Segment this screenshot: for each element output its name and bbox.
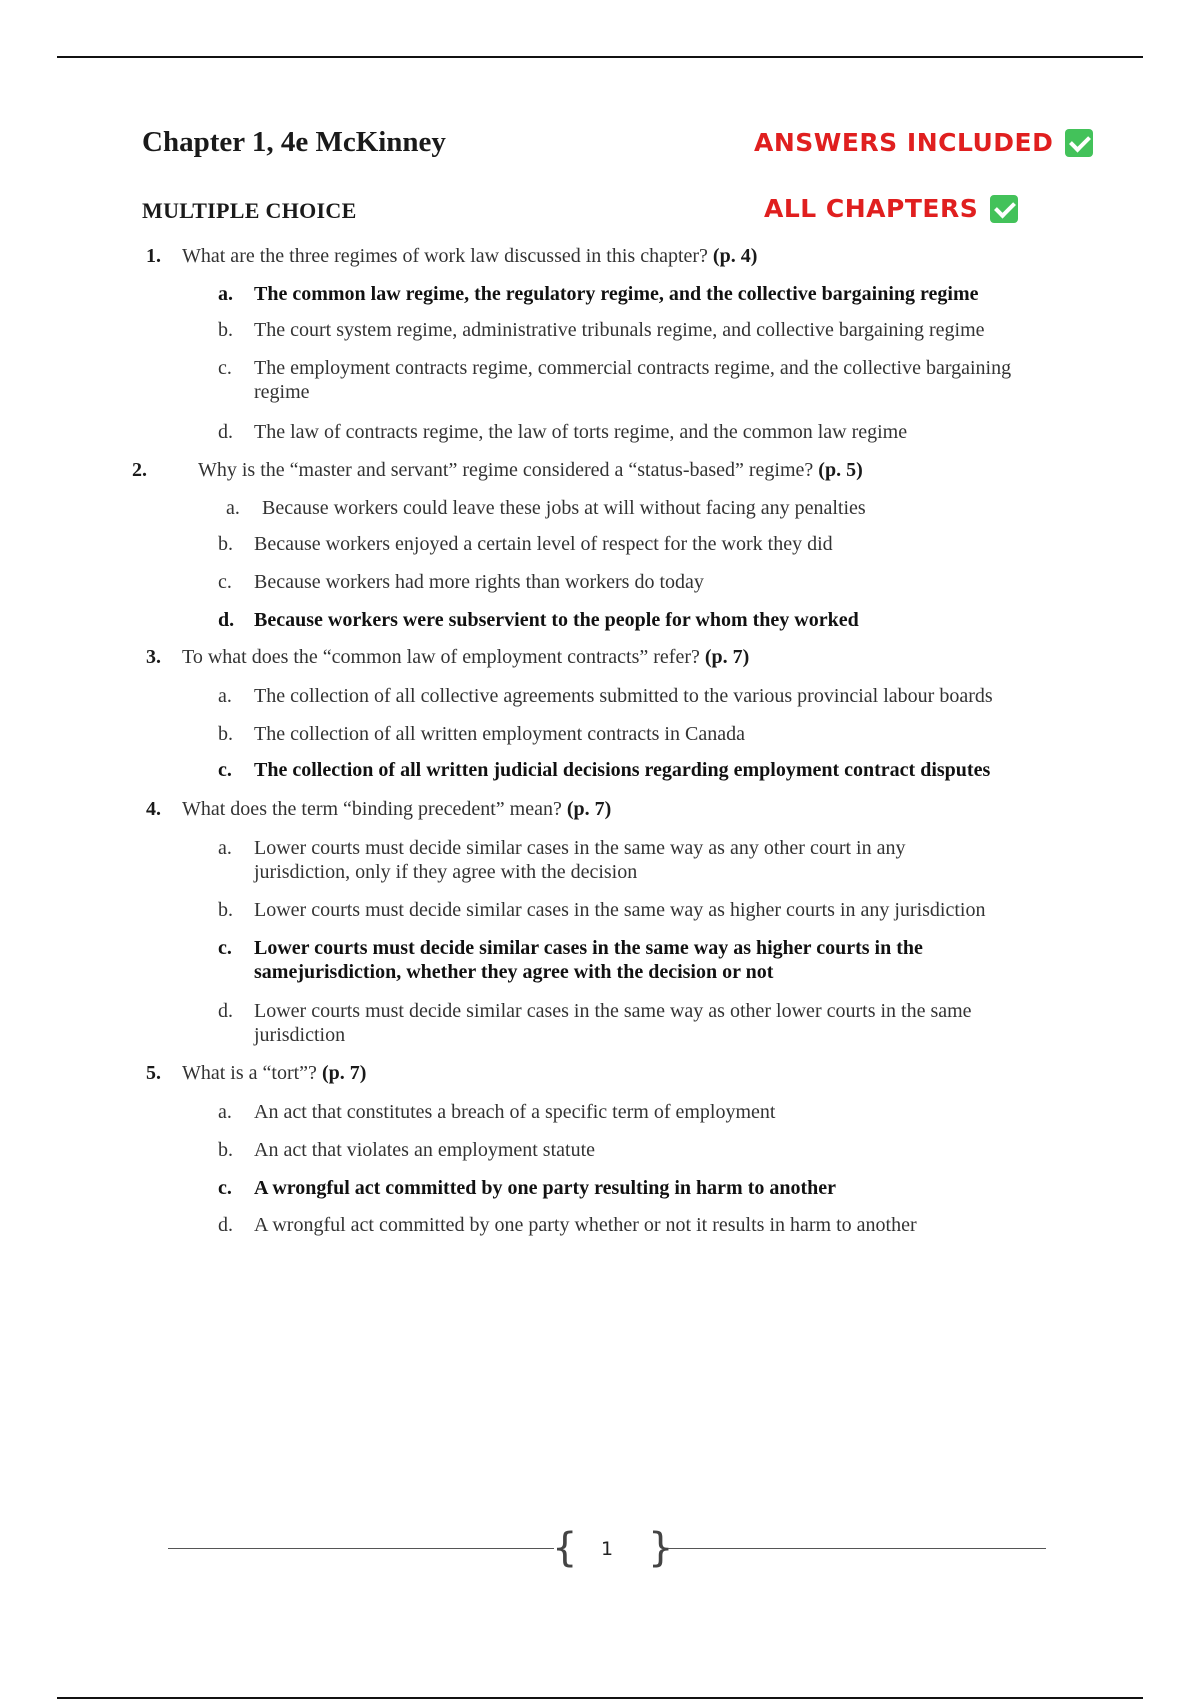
- top-rule: [57, 56, 1143, 58]
- option-letter: c.: [218, 937, 232, 959]
- option-letter: a.: [218, 837, 232, 859]
- option-text: Because workers were subservient to the people for whom they worked: [254, 609, 859, 631]
- footer-bracket-left: {: [552, 1525, 578, 1571]
- option-letter: b.: [218, 533, 233, 555]
- page-ref: (p. 4): [712, 245, 758, 267]
- question-number: 3.: [146, 646, 161, 668]
- option-letter: b.: [218, 899, 233, 921]
- page-number: 1: [600, 1538, 614, 1560]
- footer-rule-right: [668, 1548, 1046, 1549]
- option-letter: a.: [218, 1101, 232, 1123]
- answers-included-badge: [754, 128, 1093, 157]
- option-text: The common law regime, the regulatory regime, and the collective bargaining regime: [254, 283, 979, 305]
- option-letter: a.: [218, 685, 232, 707]
- all-chapters-badge: [764, 194, 1018, 223]
- option-text: Lower courts must decide similar cases in the same way as higher courts in the samejurisdiction, whether they agree with the decision or not: [254, 937, 923, 983]
- option-letter: d.: [218, 421, 233, 443]
- question-number: 1.: [146, 245, 161, 267]
- question-text: What is a “tort”?: [182, 1062, 317, 1084]
- option-letter: a.: [218, 283, 233, 305]
- question-number: 5.: [146, 1062, 161, 1084]
- option-text: The collection of all written judicial decisions regarding employment contract disputes: [254, 759, 991, 781]
- option-text: Because workers enjoyed a certain level of respect for the work they did: [254, 533, 833, 555]
- page-ref: (p. 7): [704, 646, 750, 668]
- option-text: Lower courts must decide similar cases in the same way as other lower courts in the same jurisdiction: [254, 1000, 972, 1046]
- option-text: The collection of all collective agreements submitted to the various provincial labour boards: [254, 685, 993, 707]
- question-text: To what does the “common law of employment contracts” refer?: [182, 646, 700, 668]
- question-text: What are the three regimes of work law discussed in this chapter?: [182, 245, 708, 267]
- footer-bracket-right: }: [648, 1525, 674, 1571]
- question-text: What does the term “binding precedent” mean?: [182, 798, 562, 820]
- option-text: Because workers could leave these jobs at will without facing any penalties: [262, 497, 866, 519]
- check-icon: [990, 195, 1018, 223]
- question-number: 4.: [146, 798, 161, 820]
- option-letter: d.: [218, 1000, 233, 1022]
- option-letter: c.: [218, 759, 232, 781]
- option-letter: b.: [218, 723, 233, 745]
- answers-included-label: ANSWERS INCLUDED: [754, 128, 1054, 157]
- option-text: The employment contracts regime, commercial contracts regime, and the collective bargaining regime: [254, 357, 1012, 403]
- option-letter: d.: [218, 1214, 233, 1236]
- page-ref: (p. 5): [818, 459, 863, 481]
- page-title: Chapter 1, 4e McKinney: [142, 126, 446, 158]
- page-ref: (p. 7): [321, 1062, 367, 1084]
- option-text: A wrongful act committed by one party whether or not it results in harm to another: [254, 1214, 917, 1236]
- option-letter: c.: [218, 1177, 232, 1199]
- option-letter: b.: [218, 1139, 233, 1161]
- option-text: A wrongful act committed by one party resulting in harm to another: [254, 1177, 837, 1199]
- option-letter: b.: [218, 319, 233, 341]
- option-text: An act that constitutes a breach of a specific term of employment: [254, 1101, 776, 1123]
- option-letter: c.: [218, 357, 232, 379]
- question-text: Why is the “master and servant” regime considered a “status-based” regime?: [198, 459, 814, 481]
- page-ref: (p. 7): [566, 798, 612, 820]
- option-letter: a.: [226, 497, 240, 519]
- option-text: Lower courts must decide similar cases in the same way as higher courts in any jurisdiction: [254, 899, 986, 921]
- option-letter: c.: [218, 571, 232, 593]
- bottom-rule: [57, 1697, 1143, 1699]
- option-text: Lower courts must decide similar cases in the same way as any other court in any jurisdiction, only if they agree with the decision: [254, 837, 906, 883]
- footer-rule-left: [168, 1548, 554, 1549]
- check-icon: [1065, 129, 1093, 157]
- option-text: Because workers had more rights than workers do today: [254, 571, 704, 593]
- section-heading: MULTIPLE CHOICE: [142, 198, 357, 223]
- option-text: The law of contracts regime, the law of torts regime, and the common law regime: [254, 421, 908, 443]
- option-text: The collection of all written employment contracts in Canada: [254, 723, 745, 745]
- option-letter: d.: [218, 609, 235, 631]
- option-text: An act that violates an employment statute: [254, 1139, 596, 1161]
- option-text: The court system regime, administrative tribunals regime, and collective bargaining regime: [254, 319, 985, 341]
- all-chapters-label: ALL CHAPTERS: [764, 194, 979, 223]
- question-number: 2.: [132, 459, 147, 481]
